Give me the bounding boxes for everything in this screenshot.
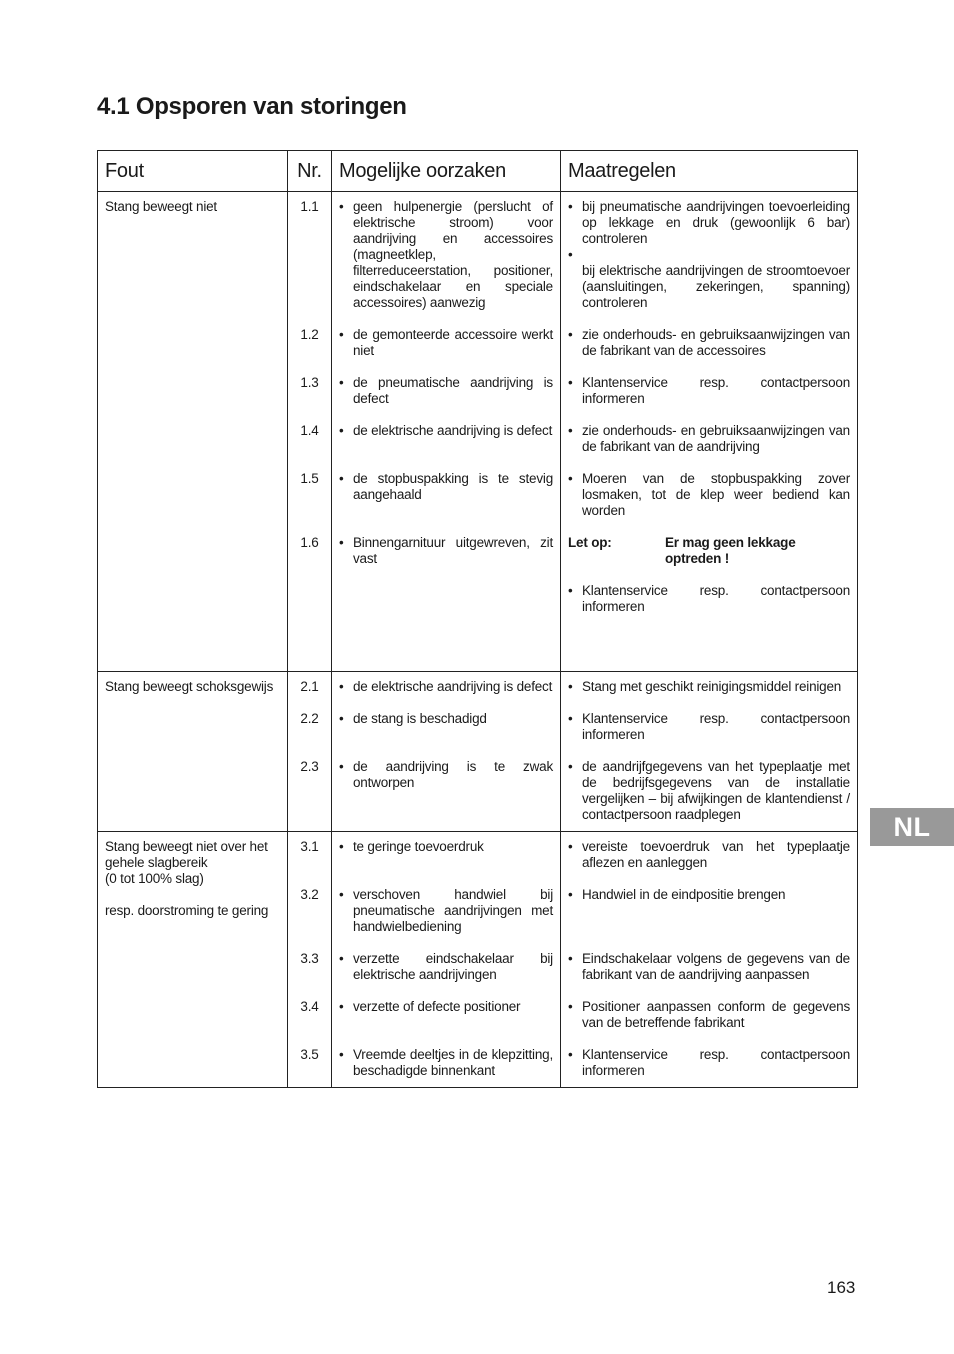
item-number: 3.4 [300,999,319,1014]
item-number: 1.1 [300,199,319,214]
measure-block [568,583,850,663]
measures-cell [561,672,858,832]
fault-description: (0 tot 100% slag) [105,871,204,886]
measure-item: • zie onderhouds- en gebruiksaanwijzingen van de fabrikant van de aandrijving [568,423,850,455]
cause-item: • de pneumatische aandrijving is defect [339,375,553,407]
measure-item: • bij elektrische aandrijvingen de stroomtoevoer (aansluitingen, zekeringen, spanning) controleren [568,247,850,311]
item-number: 1.5 [300,471,319,486]
measure-item: • Stang met geschikt reinigingsmiddel reinigen [568,679,850,695]
measure-block [568,471,850,535]
table-header [98,151,858,192]
measure-block [568,951,850,999]
measure-item: • zie onderhouds- en gebruiksaanwijzingen van de fabrikant van de accessoires [568,327,850,359]
page-number: 163 [827,1278,856,1297]
cause-block [339,423,553,471]
measure-block [568,199,850,327]
cause-item: • te geringe toevoerdruk [339,839,553,855]
item-number: 2.3 [300,759,319,774]
item-number: 3.1 [300,839,319,854]
item-number: 1.4 [300,423,319,438]
number-block [288,471,331,535]
cause-block [339,199,553,327]
measure-item: • vereiste toevoerdruk van het typeplaatje aflezen en aanleggen [568,839,850,871]
measure-block [568,679,850,711]
language-tab: NL [870,808,954,846]
measure-item: • Handwiel in de eindpositie brengen [568,887,850,903]
caution-text: Er mag geen lekkage optreden ! [665,535,796,566]
number-block [288,951,331,999]
cause-block [339,951,553,999]
header-oorzaken: Mogelijke oorzaken [332,151,561,192]
measures-cell [561,832,858,1088]
number-block [288,711,331,759]
cause-block [339,887,553,951]
measure-block [568,839,850,887]
causes-cell [332,832,561,1088]
caution-note [568,535,850,583]
item-number: 3.5 [300,1047,319,1062]
number-block [288,1047,331,1079]
cause-block [339,535,553,615]
measure-block [568,759,850,823]
cause-item: • de elektrische aandrijving is defect [339,679,553,695]
item-number: 3.2 [300,887,319,902]
troubleshooting-table [97,150,858,1088]
fault-cell [98,832,288,1088]
measure-block [568,711,850,759]
measure-item: • bij pneumatische aandrijvingen toevoerleiding op lekkage en druk (gewoonlijk 6 bar) controleren [568,199,850,247]
number-cell [288,832,332,1088]
item-number: 1.6 [300,535,319,550]
number-block [288,423,331,471]
cause-item: • de stopbuspakking is te stevig aangehaald [339,471,553,503]
cause-item: • geen hulpenergie (perslucht of elektrische stroom) voor aandrijving en accessoires (magneetklep, filterreduceerstation, positioner, eindschakelaar en speciale accessoires) aanwezig [339,199,553,311]
cause-block [339,999,553,1047]
measure-item: • Positioner aanpassen conform de gegevens van de betreffende fabrikant [568,999,850,1031]
fault-cell [98,672,288,832]
header-fout: Fout [98,151,288,192]
fault-group-row [98,672,858,832]
cause-item: • de aandrijving is te zwak ontworpen [339,759,553,791]
causes-cell [332,672,561,832]
measure-item: • Klantenservice resp. contactpersoon informeren [568,375,850,407]
troubleshooting-table-container [97,150,857,1088]
cause-item: • de gemonteerde accessoire werkt niet [339,327,553,359]
cause-block [339,1047,553,1079]
item-number: 3.3 [300,951,319,966]
number-block [288,199,331,327]
measure-item: • de aandrijfgegevens van het typeplaatje met de bedrijfsgegevens van de installatie vergelijken – bij afwijkingen de klantendienst / contactpersoon raadplegen [568,759,850,823]
number-block [288,887,331,951]
measure-item: • Klantenservice resp. contactpersoon informeren [568,711,850,743]
measure-block [568,887,850,951]
measure-item: • Eindschakelaar volgens de gegevens van de fabrikant van de aandrijving aanpassen [568,951,850,983]
cause-block [339,327,553,375]
cause-item: • de elektrische aandrijving is defect [339,423,553,439]
measure-block [568,375,850,423]
fault-cell [98,192,288,672]
item-number: 1.3 [300,375,319,390]
measure-item: • Moeren van de stopbuspakking zover losmaken, tot de klep weer bediend kan worden [568,471,850,519]
cause-item: • verzette eindschakelaar bij elektrische aandrijvingen [339,951,553,983]
cause-item: • Vreemde deeltjes in de klepzitting, beschadigde binnenkant [339,1047,553,1079]
cause-block [339,679,553,711]
cause-block [339,839,553,887]
page-heading: 4.1 Opsporen van storingen [97,93,407,120]
measure-block [568,999,850,1047]
number-block [288,375,331,423]
fault-group-row [98,192,858,672]
number-block [288,679,331,711]
number-cell [288,192,332,672]
number-block [288,759,331,823]
measure-block [568,423,850,471]
item-number: 2.2 [300,711,319,726]
measure-block [568,327,850,375]
header-nr: Nr. [288,151,332,192]
cause-block [339,471,553,535]
number-block [288,327,331,375]
item-number: 2.1 [300,679,319,694]
measures-cell [561,192,858,672]
causes-cell [332,192,561,672]
table-body [98,192,858,1088]
number-block [288,839,331,887]
cause-block [339,759,553,823]
measure-item: • Klantenservice resp. contactpersoon informeren [568,1047,850,1079]
cause-item: • Binnengarnituur uitgewreven, zit vast [339,535,553,567]
cause-block [339,375,553,423]
cause-item: • verzette of defecte positioner [339,999,553,1015]
number-cell [288,672,332,832]
cause-item: • de stang is beschadigd [339,711,553,727]
measure-item: • Klantenservice resp. contactpersoon informeren [568,583,850,615]
fault-description: resp. doorstroming te gering [105,903,269,918]
number-block [288,535,331,615]
cause-item: • verschoven handwiel bij pneumatische aandrijvingen met handwielbediening [339,887,553,935]
measure-block [568,1047,850,1079]
item-number: 1.2 [300,327,319,342]
fault-group-row [98,832,858,1088]
cause-block [339,711,553,759]
fault-description: Stang beweegt niet over het gehele slagbereik [105,839,268,870]
header-maatregelen: Maatregelen [561,151,858,192]
fault-description: Stang beweegt niet [105,199,217,214]
number-block [288,999,331,1047]
caution-label: Let op: [568,535,612,550]
fault-description: Stang beweegt schoksgewijs [105,679,274,694]
